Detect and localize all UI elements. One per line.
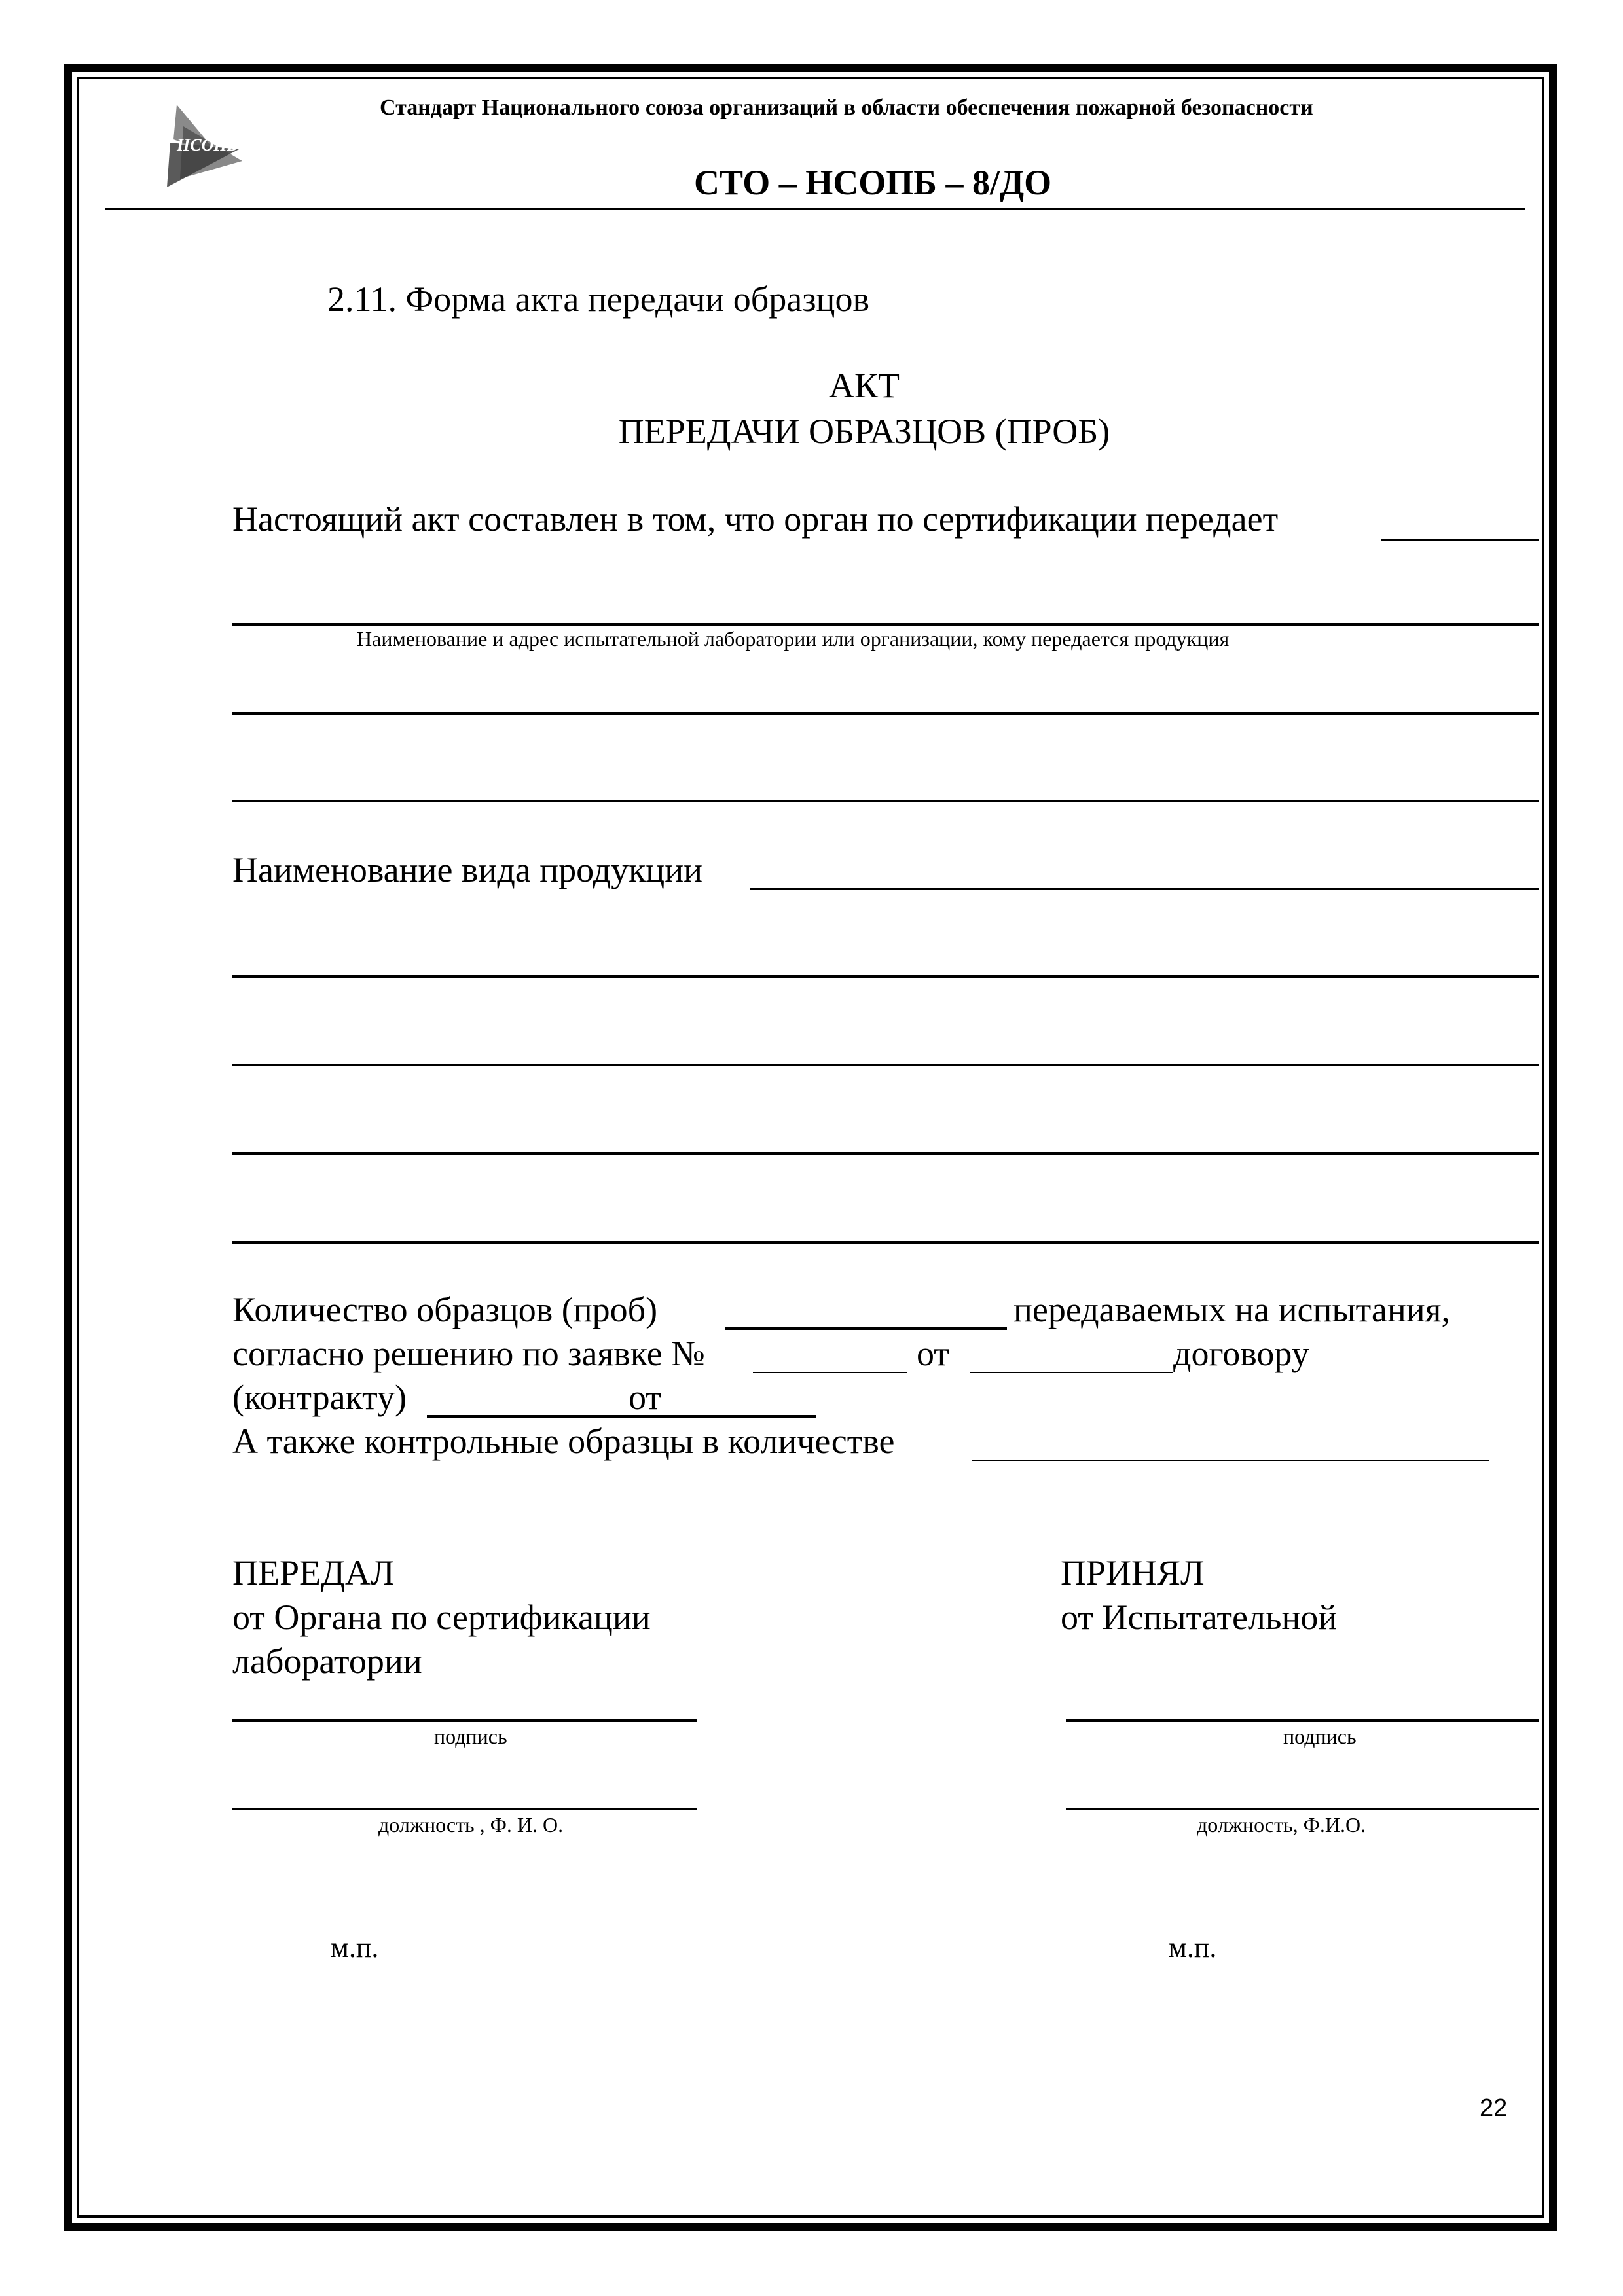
recipient-field-inline[interactable] (1381, 539, 1539, 541)
left-signature-line[interactable] (232, 1719, 697, 1722)
contract-field[interactable] (427, 1415, 816, 1418)
left-position-caption: должность , Ф. И. О. (378, 1813, 564, 1837)
nsopb-logo (157, 103, 249, 192)
intro-text: Настоящий акт составлен в том, что орган по сертификации передает (232, 499, 1279, 539)
control-samples-field[interactable] (972, 1460, 1489, 1461)
right-position-caption: должность, Ф.И.О. (1197, 1813, 1366, 1837)
product-field-line-1[interactable] (232, 975, 1539, 978)
contract-prefix: (контракту) (232, 1378, 407, 1417)
left-position-line[interactable] (232, 1808, 697, 1810)
recipient-field-line-1[interactable] (232, 623, 1539, 626)
product-field-line-4[interactable] (232, 1241, 1539, 1244)
transferred-by-title: ПЕРЕДАЛ (232, 1553, 395, 1592)
received-by-title: ПРИНЯЛ (1061, 1553, 1205, 1592)
product-field-line-3[interactable] (232, 1152, 1539, 1155)
application-date-field[interactable] (970, 1372, 1173, 1373)
right-signature-caption: подпись (1283, 1725, 1357, 1748)
contract-from-label: от (629, 1378, 661, 1417)
standard-title: Стандарт Национального союза организаций в области обеспечения пожарной безопасности (380, 96, 1313, 120)
standard-code: СТО – НСОПБ – 8/ДО (694, 163, 1052, 202)
recipient-field-line-3[interactable] (232, 800, 1539, 802)
decision-label: согласно решению по заявке № (232, 1334, 705, 1373)
recipient-caption: Наименование и адрес испытательной лаборатории или организации, кому передается продукция (357, 627, 1230, 651)
recipient-field-line-2[interactable] (232, 712, 1539, 715)
application-number-field[interactable] (753, 1372, 907, 1373)
right-position-line[interactable] (1066, 1808, 1539, 1810)
right-stamp-place: м.п. (1169, 1931, 1217, 1964)
transferred-by-org: от Органа по сертификации (232, 1598, 651, 1637)
contract-label: договору (1173, 1334, 1309, 1373)
product-field-inline[interactable] (750, 888, 1539, 890)
received-by-org: от Испытательной (1061, 1598, 1338, 1637)
quantity-suffix: передаваемых на испытания, (1013, 1290, 1451, 1329)
act-title-line1: АКТ (829, 366, 900, 405)
quantity-label: Количество образцов (проб) (232, 1290, 658, 1329)
svg-text:НСОПБ: НСОПБ (177, 135, 238, 154)
quantity-field[interactable] (725, 1327, 1007, 1330)
right-signature-line[interactable] (1066, 1719, 1539, 1722)
section-title: 2.11. Форма акта передачи образцов (327, 279, 869, 319)
left-signature-caption: подпись (434, 1725, 507, 1748)
control-samples-label: А также контрольные образцы в количестве (232, 1422, 895, 1461)
product-label: Наименование вида продукции (232, 850, 703, 889)
header-divider (105, 208, 1525, 210)
left-stamp-place: м.п. (331, 1931, 379, 1964)
transferred-by-org-cont: лаборатории (232, 1641, 422, 1681)
product-field-line-2[interactable] (232, 1064, 1539, 1066)
decision-from-label: от (917, 1334, 949, 1373)
page-number: 22 (1480, 2094, 1508, 2122)
act-title-line2: ПЕРЕДАЧИ ОБРАЗЦОВ (ПРОБ) (618, 412, 1110, 451)
